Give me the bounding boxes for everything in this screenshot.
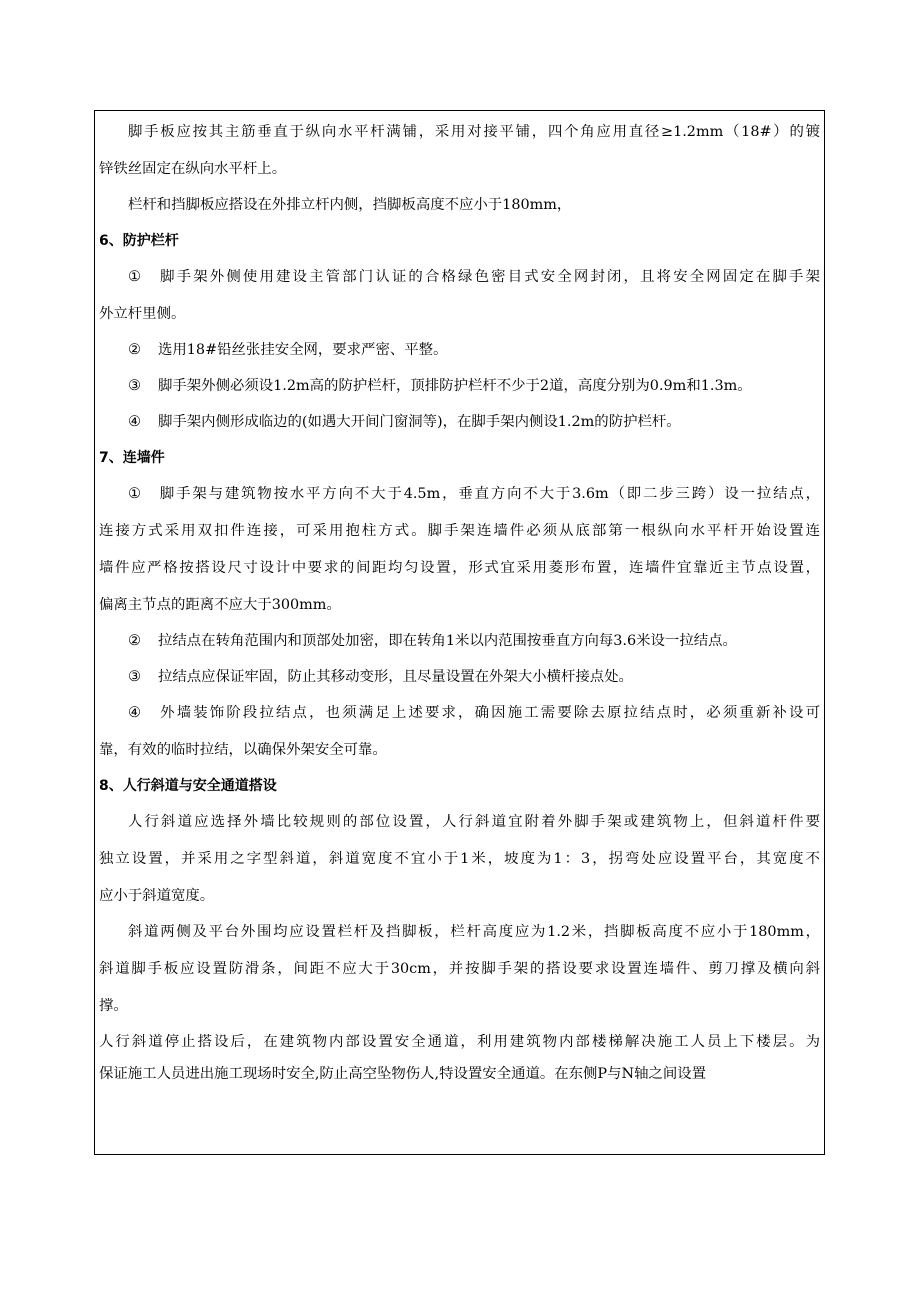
section-heading-7: 7、连墙件: [99, 450, 165, 466]
paragraph-railing: [99, 195, 820, 215]
list-item: [99, 412, 820, 432]
item-marker: ①: [128, 269, 141, 285]
paragraph-safety-passage: [99, 1032, 820, 1084]
list-item: [99, 340, 820, 360]
text-line: 斜道两侧及平台外围均应设置栏杆及挡脚板，栏杆高度应为1.2米，挡脚板高度不应小于180mm，: [128, 924, 820, 940]
list-item: [99, 703, 820, 760]
text-line: 人行斜道应选择外墙比较规则的部位设置，人行斜道宜附着外脚手架或建筑物上，但斜道杆件要: [128, 814, 820, 830]
text-line: 脚手架内侧形成临边的(如遇大开间门窗洞等)，在脚手架内侧设1.2m的防护栏杆。: [158, 414, 681, 430]
text-line: 保证施工人员进出施工现场时安全,防止高空坠物伤人,特设置安全通道。在东侧P与N轴之间设置: [99, 1066, 707, 1082]
paragraph-ramp: [99, 812, 820, 906]
text-line: 墙件应严格按搭设尺寸设计中要求的间距均匀设置，形式宜采用菱形布置，连墙件宜靠近主节点设置，: [99, 560, 820, 576]
text-line: 靠，有效的临时拉结，以确保外架安全可靠。: [99, 742, 387, 758]
text-line: 撑。: [99, 998, 128, 1014]
list-item: [99, 631, 820, 651]
text-line: 脚手架与建筑物按水平方向不大于4.5m，垂直方向不大于3.6m（即二步三跨）设一拉结点，: [158, 486, 820, 502]
text-line: 外立杆里侧。: [99, 306, 186, 322]
item-marker: ③: [128, 378, 141, 394]
text-line: 独立设置，并采用之字型斜道，斜道宽度不宜小于1米，坡度为1：3，拐弯处应设置平台，其宽度不: [99, 851, 820, 867]
text-line: 斜道脚手板应设置防滑条，间距不应大于30cm，并按脚手架的搭设要求设置连墙件、剪刀撑及横向斜: [99, 961, 820, 977]
item-marker: ②: [128, 342, 141, 358]
item-marker: ①: [128, 486, 141, 502]
section-heading-6: 6、防护栏杆: [99, 233, 179, 249]
list-item: [99, 484, 820, 615]
list-item: [99, 667, 820, 687]
text-line: 选用18#铅丝张挂安全网，要求严密、平整。: [158, 342, 448, 358]
item-marker: ④: [128, 414, 141, 430]
text-line: 栏杆和挡脚板应搭设在外排立杆内侧，挡脚板高度不应小于180mm，: [128, 197, 572, 213]
text-line: 偏离主节点的距离不应大于300mm。: [99, 597, 341, 613]
text-line: 拉结点应保证牢固，防止其移动变形，且尽量设置在外架大小横杆接点处。: [158, 669, 633, 685]
section-heading-8: 8、人行斜道与安全通道搭设: [99, 778, 277, 794]
text-line: 脚手架外侧必须设1.2m高的防护栏杆，顶排防护栏杆不少于2道，高度分别为0.9m和1.3m。: [158, 378, 752, 394]
text-line: 锌铁丝固定在纵向水平杆上。: [99, 161, 287, 177]
text-line: 应小于斜道宽度。: [99, 888, 215, 904]
paragraph-ramp-railing: [99, 922, 820, 1016]
item-marker: ③: [128, 669, 141, 685]
text-line: 人行斜道停止搭设后，在建筑物内部设置安全通道，利用建筑物内部楼梯解决施工人员上下楼层。为: [99, 1034, 820, 1050]
item-marker: ④: [128, 705, 141, 721]
text-line: 脚手板应按其主筋垂直于纵向水平杆满铺，采用对接平铺，四个角应用直径≥1.2mm（18#）的镀: [128, 124, 820, 140]
list-item: [99, 376, 820, 396]
document-frame: [94, 110, 825, 1155]
text-line: 脚手架外侧使用建设主管部门认证的合格绿色密目式安全网封闭，且将安全网固定在脚手架: [158, 269, 820, 285]
text-line: 外墙装饰阶段拉结点，也须满足上述要求，确因施工需要除去原拉结点时，必须重新补设可: [158, 705, 820, 721]
text-line: 拉结点在转角范围内和顶部处加密，即在转角1米以内范围按垂直方向每3.6米设一拉结点。: [158, 633, 737, 649]
paragraph-scaffold-board: [99, 122, 820, 179]
item-marker: ②: [128, 633, 141, 649]
list-item: [99, 267, 820, 324]
text-line: 连接方式采用双扣件连接，可采用抱柱方式。脚手架连墙件必须从底部第一根纵向水平杆开始设置连: [99, 523, 820, 539]
